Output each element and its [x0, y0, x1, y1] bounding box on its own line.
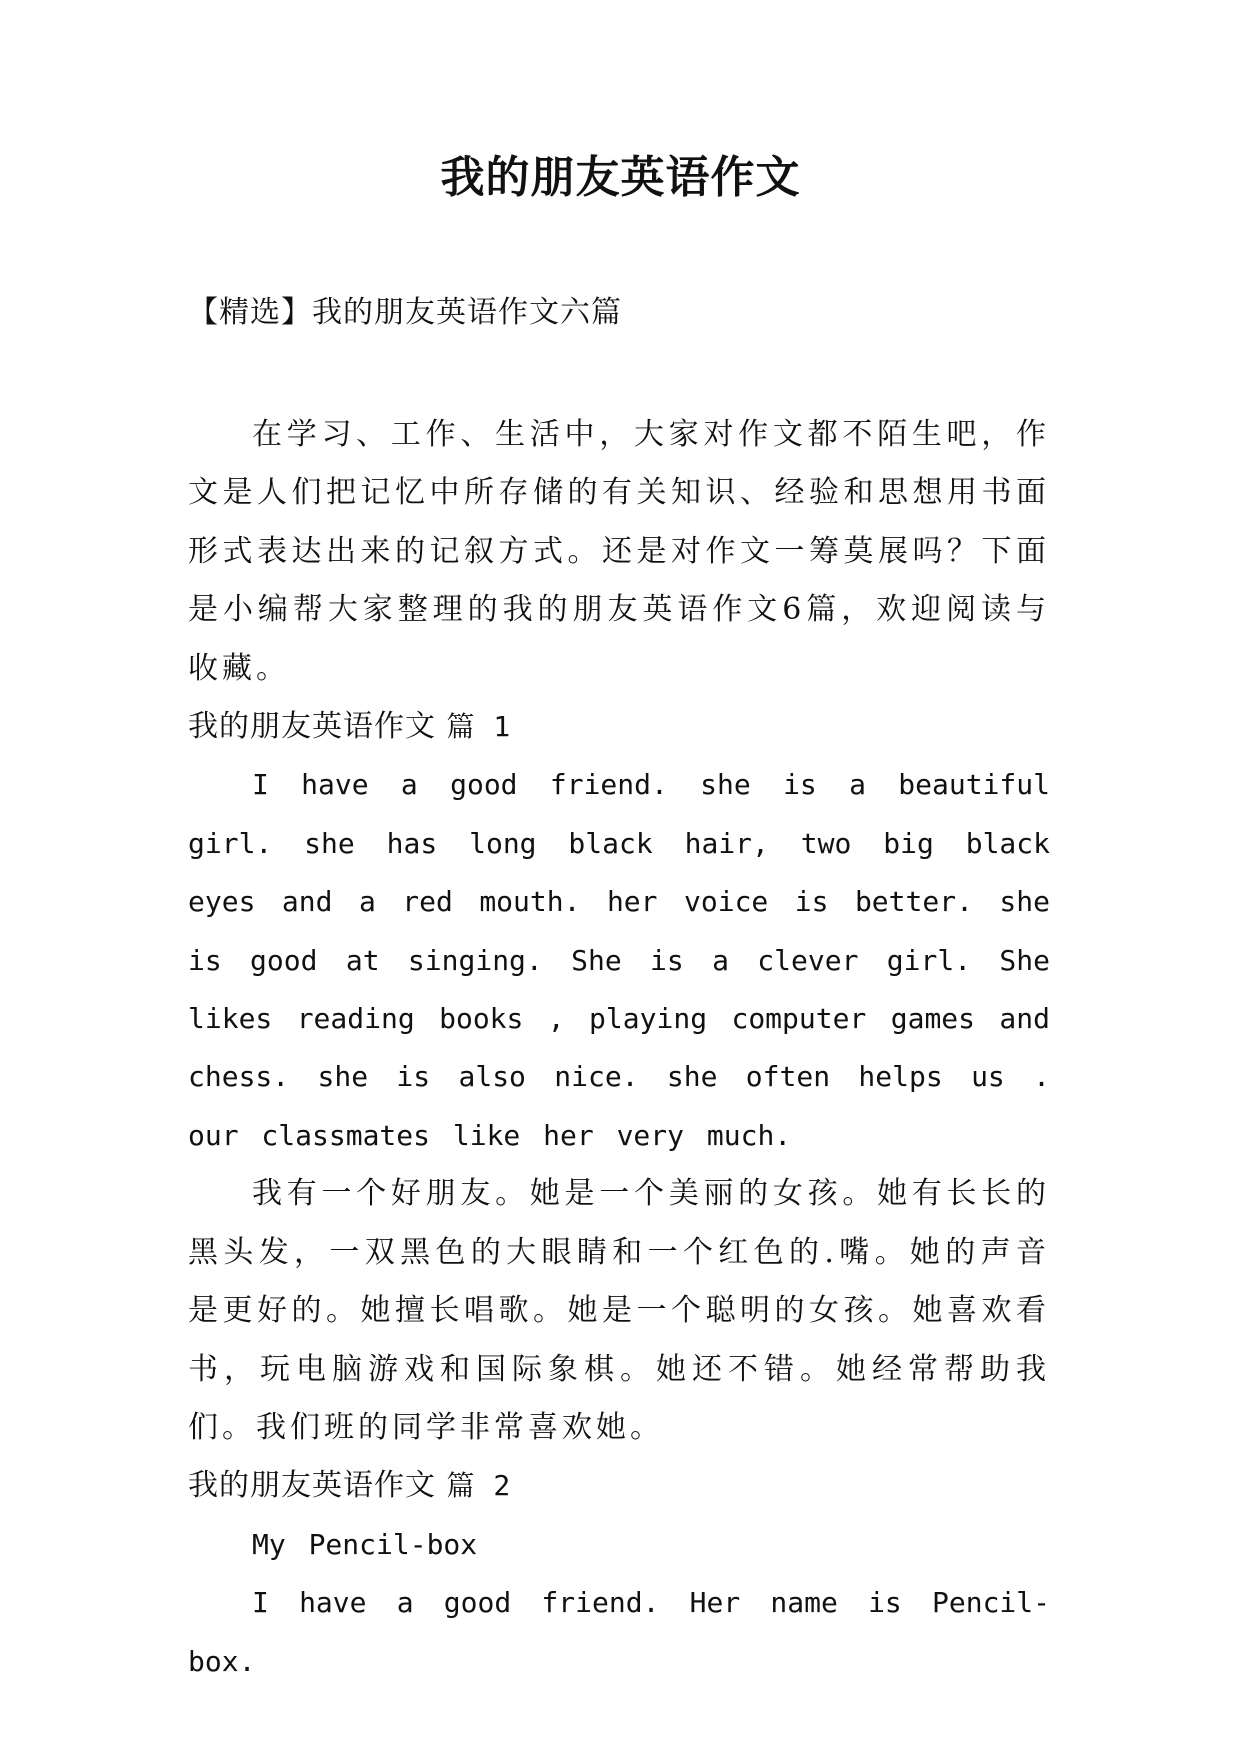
section-heading-1-number: 篇 1: [446, 710, 512, 744]
section-heading-1: [188, 698, 1050, 756]
section-heading-2-number: 篇 2: [446, 1469, 512, 1503]
document-body: [188, 406, 1050, 1691]
document-subtitle: 【精选】我的朋友英语作文六篇: [188, 295, 622, 330]
section-heading-1-text: 我的朋友英语作文: [188, 709, 436, 745]
document-title: 我的朋友英语作文: [440, 152, 801, 203]
section-1-chinese-paragraph: 我有一个好朋友。她是一个美丽的女孩。她有长长的黑头发，一双黑色的大眼睛和一个红色的.嘴。她的声音是更好的。她擅长唱歌。她是一个聪明的女孩。她喜欢看书，玩电脑游戏和国际象棋。她还不错。她经常帮助我们。我们班的同学非常喜欢她。: [188, 1176, 1050, 1445]
intro-paragraph: 在学习、工作、生活中，大家对作文都不陌生吧，作文是人们把记忆中所存储的有关知识、经验和思想用书面形式表达出来的记叙方式。还是对作文一筹莫展吗？下面是小编帮大家整理的我的朋友英语作文6篇，欢迎阅读与收藏。: [188, 417, 1050, 686]
section-heading-2-text: 我的朋友英语作文: [188, 1468, 436, 1504]
section-1-english-paragraph: I have a good friend. she is a beautiful girl. she has long black hair, two big black eyes and a red mouth. her voice is better. she is good at singing. She is a clever girl. She likes reading books , playing computer games and chess. she is also nice. she often helps us . our classmates like her very much.: [188, 768, 1050, 1152]
section-heading-2: [188, 1457, 1050, 1515]
section-2-english-paragraph: I have a good friend. Her name is Pencil-box.: [188, 1586, 1050, 1678]
section-2-essay-title: My Pencil-box: [252, 1527, 478, 1561]
